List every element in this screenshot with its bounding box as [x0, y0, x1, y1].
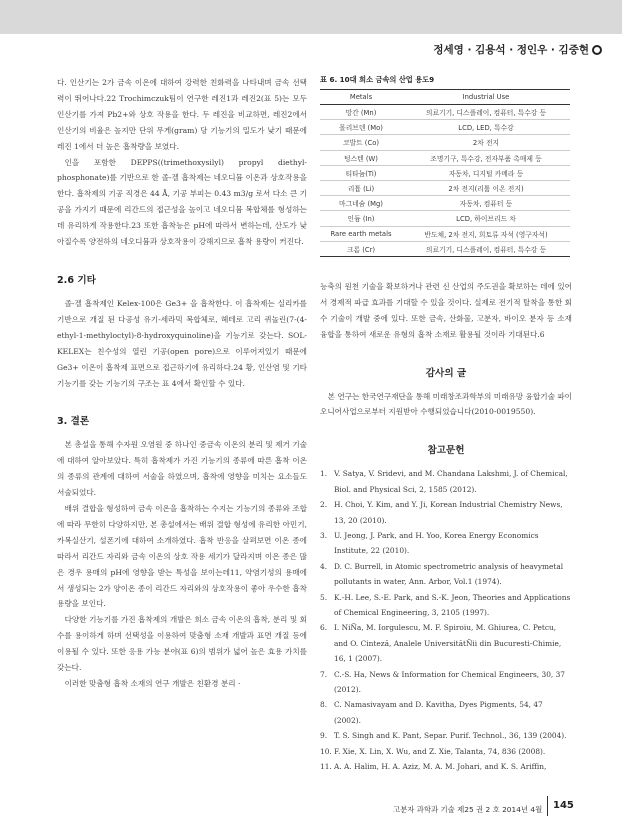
right-column [320, 75, 572, 774]
use-cell: 자동차, 디지털 카메라 등 [402, 165, 570, 180]
paragraph: 능축의 원천 기술을 확보하거나 관련 신 산업의 주도권을 확보하는 데에 있어서 경제적 파급 효과를 기대할 수 있을 것이다. 실제로 전기적 탈착을 통한 회수 기술이 개발 중에 있다. 또한 금속, 산화물, 고분자, 바이오 분자 등 소재 융합을 통하여 새로운 유형의 흡착 소재로 활용될 것이라 기대된다.6 [320, 281, 572, 339]
paragraph: 다양한 기능기를 가진 흡착제의 개발은 희소 금속 이온의 흡착, 분리 및 회수를 용이하게 하며 선택성을 이용하여 맞춤형 소재 개발과 표면 개질 등에 이용될 수 있다. 또한 응용 가능 분야(표 6)의 범위가 넓어 높은 효용 가치를 갖는다. [57, 615, 307, 673]
acknowledgement-heading: 감사의 글 [425, 367, 467, 379]
author-line [433, 42, 602, 57]
metal-cell: 몰리브덴 (Mo) [320, 120, 402, 135]
use-cell: 2차 전지(리튬 이온 전지) [402, 180, 570, 195]
header-band [0, 0, 622, 34]
table-header-use: Industrial Use [402, 90, 570, 105]
paragraph: 다. 인산기는 2가 금속 이온에 대하여 강력한 친화력을 나타내며 금속 선택력이 뛰어나다.22 Trochimczuk팀이 연구한 레진1과 레진2(표 5)는 모두 인산기를 가져 Pb2+와 상호 작용을 한다. 두 레진을 비교하면, 레진2에서 인산기의 비율은 높지만 단위 무게(gram) 당 기능기의 밀도가 낮기 때문에 레진 1에서 더 높은 흡착량을 보였다. [57, 78, 307, 151]
use-cell: 의료기기, 디스플레이, 컴퓨터, 특수강 등 [402, 241, 570, 256]
reference-item: 9. T. S. Singh and K. Pant, Separ. Purif. Technol., 36, 139 (2004). [320, 731, 567, 741]
paragraph: 배위 결합을 형성하여 금속 이온을 흡착하는 수지는 기능기의 종류와 조합에 따라 무한히 다양하지만, 본 총설에서는 배위 결합 형성에 유리한 아민기, 카복실산기, 설폰기에 대하여 소개하였다. 흡착 반응을 살펴보면 이온 종에 따라서 리간드 자리와 금속 이온의 상호 작용 세기가 달라지며 이온 종은 많은 경우 용매의 pH에 영향을 받는 특성을 보이는데11, 약염기성의 용매에서 생성되는 2가 양이온 종이 리간드 자리와의 상호작용이 좋아 우수한 흡착 용량을 보인다. [57, 504, 307, 609]
metal-cell: 마그네슘 (Mg) [320, 196, 402, 211]
table-row [320, 120, 570, 135]
use-cell: LCD, LED, 특수강 [402, 120, 570, 135]
section-heading-2-6: 2.6 기타 [57, 274, 96, 286]
table-row [320, 196, 570, 211]
table-row [320, 180, 570, 195]
reference-item: 5. K.-H. Lee, S.-E. Park, and S.-K. Jeon, Theories and Applications of Chemical Engineering, 3, 2105 (1997). [320, 592, 571, 617]
paragraph: 본 총설을 통해 수자원 오염원 중 하나인 중금속 이온의 분리 및 제거 기술에 대하여 알아보았다. 특히 흡착제가 가진 기능기의 종류에 따른 흡착 이온의 종류의 관계에 대하여 서술을 하였으며, 흡착에 영향을 미치는 요소들도 서술되었다. [57, 440, 307, 498]
reference-item: 6. I. NiÑa, M. Iorgulescu, M. F. Spiroiu, M. Ghiurea, C. Petcu, and O. Cinteză, Analele UniversitătÑii din Bucuresti-Chimie, 16, 1 (2007). [320, 623, 562, 664]
table-row [320, 211, 570, 226]
reference-list [320, 466, 572, 774]
paragraph: 졸-겔 흡착제인 Kelex-100은 Ge3+ 을 흡착한다. 이 흡착제는 실리카를 기반으로 개질 된 다공성 유기-세라믹 복합체로, 헤테로 고리 퀴놀린(7-(4-ethyl-1-methyloctyl)-8-hydroxyquinoline)을 기능기로 갖는다. SOL-KELEX는 친수성의 열린 기공(open pore)으로 이루어져있기 때문에 Ge3+ 이온이 흡착제 표면으로 접근하기에 유리하다.24 황, 인산염 및 기타 기능기를 갖는 기능기의 구조는 표 4에서 확인할 수 있다. [57, 298, 307, 388]
authors-text: 정세영 · 김용석 · 정인우 · 김중현 [433, 44, 589, 56]
references-heading: 참고문헌 [427, 445, 465, 457]
table-row [320, 165, 570, 180]
metal-cell: 텅스텐 (W) [320, 150, 402, 165]
use-cell: LCD, 하이브리드 차 [402, 211, 570, 226]
table-row [320, 150, 570, 165]
table-row [320, 241, 570, 256]
journal-footer: 고분자 과학과 기술 제25 권 2 호 2014년 4월 [393, 805, 543, 814]
reference-item: 3. U. Jeong, J. Park, and H. Yoo, Korea Energy Economics Institute, 22 (2010). [320, 530, 539, 556]
table-header-metals: Metals [320, 90, 402, 105]
metals-table [320, 89, 570, 257]
metal-cell: 인듐 (In) [320, 211, 402, 226]
paragraph: 인을 포함한 DEPPS((trimethoxysilyl) propyl diethyl-phosphonate)를 기반으로 한 졸-겔 흡착제는 네오디뮴 이온과 상호작용을 한다. 흡착제의 기공 직경은 44 Å, 기공 부피는 0.43 m3/g 로서 다소 큰 기공을 가지기 때문에 리간드의 접근성을 높이고 네오디뮴 복합체를 형성하는데 유리하게 작용한다.23 또한 흡착능은 pH에 따라서 변하는데, 산도가 낮아질수록 양전하의 네오디뮴과 상호작용이 강해지므로 흡착 용량이 커진다. [57, 157, 307, 247]
left-column [57, 75, 307, 692]
metal-cell: 리튬 (Li) [320, 180, 402, 195]
table-row [320, 226, 570, 241]
use-cell: 반도체, 2차 전지, 희토류 자석 (영구자석) [402, 226, 570, 241]
metal-cell: 코발트 (Co) [320, 135, 402, 150]
metal-cell: 티타늄(Ti) [320, 165, 402, 180]
acknowledgement-text: 본 연구는 한국연구재단을 통해 미래창조과학부의 미래유망 융합기술 파이오니어사업으로부터 지원받아 수행되었습니다(2010-0019550). [320, 391, 572, 417]
metal-cell: 망간 (Mn) [320, 105, 402, 120]
page-number: 145 [553, 800, 574, 811]
reference-item: 7. C.-S. Ha, News & Information for Chemical Engineers, 30, 37 (2012). [320, 669, 566, 694]
use-cell: 의료기기, 디스플레이, 컴퓨터, 특수강 등 [402, 105, 570, 120]
section-heading-conclusion: 3. 결론 [57, 416, 90, 428]
metal-cell: 크롬 (Cr) [320, 241, 402, 256]
reference-item: 10. F. Xie, X. Lin, X. Wu, and Z. Xie, Talanta, 74, 836 (2008). [320, 746, 546, 756]
table-caption: 표 6. 10대 희소 금속의 산업 용도9 [320, 75, 435, 84]
paragraph: 이러한 맞춤형 흡착 소재의 연구 개발은 친환경 분리 · [64, 679, 241, 688]
table-row [320, 135, 570, 150]
footer-divider [547, 796, 548, 816]
use-cell: 2차 전지 [402, 135, 570, 150]
reference-item: 1. V. Satya, V. Sridevi, and M. Chandana Lakshmi, J. of Chemical, Biol. and Physical Sci, 2, 1585 (2012). [320, 469, 568, 494]
use-cell: 자동차, 컴퓨터 등 [402, 196, 570, 211]
reference-item: 4. D. C. Burrell, in Atomic spectrometric analysis of heavymetal pollutants in water, Ann. Arbor, Vol.1 (1974). [320, 561, 564, 587]
metal-cell: Rare earth metals [320, 226, 402, 241]
use-cell: 조명기구, 특수강, 전자부품 촉매제 등 [402, 150, 570, 165]
reference-item: 2. H. Choi, Y. Kim, and Y. Ji, Korean Industrial Chemistry News, 13, 20 (2010). [320, 500, 563, 525]
table-row [320, 105, 570, 120]
reference-item: 11. A. A. Halim, H. A. Aziz, M. A. M. Johari, and K. S. Ariffin, [320, 762, 547, 772]
reference-item: 8. C. Namasivayam and D. Kavitha, Dyes Pigments, 54, 47 (2002). [320, 700, 543, 725]
circle-icon [592, 45, 602, 55]
